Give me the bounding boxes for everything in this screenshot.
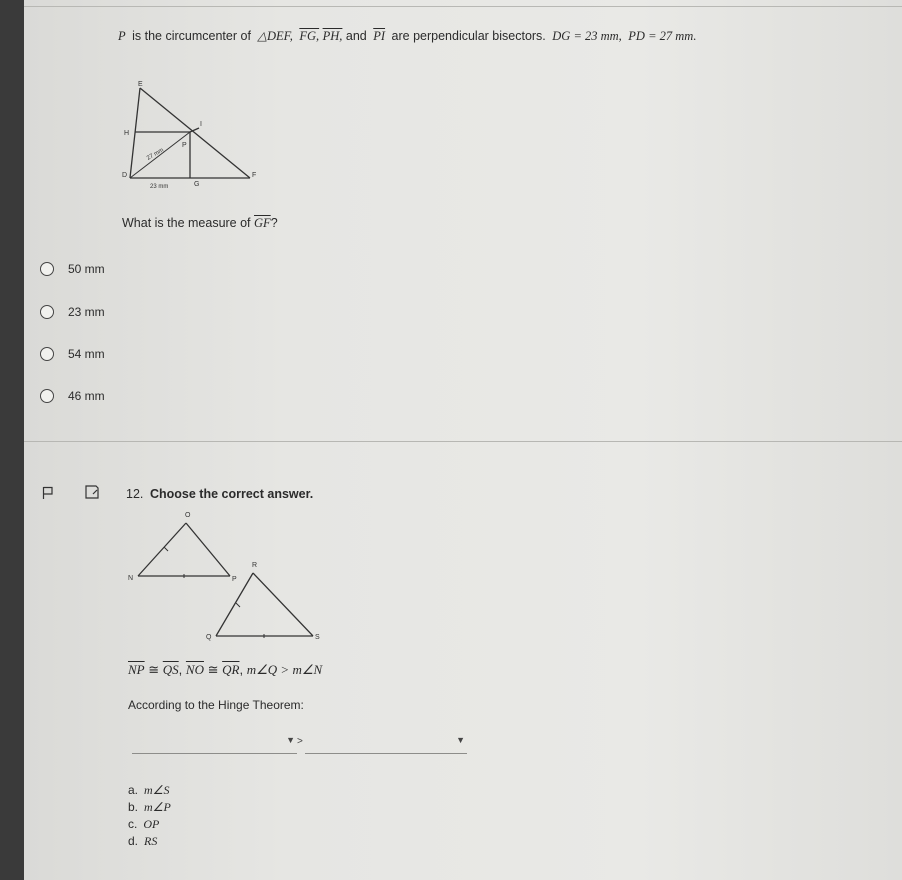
flag-icon[interactable] bbox=[42, 486, 54, 500]
radio-button[interactable] bbox=[40, 305, 54, 319]
hinge-theorem-prompt: According to the Hinge Theorem: bbox=[128, 698, 304, 712]
option-label: 23 mm bbox=[68, 305, 105, 319]
comma: , bbox=[178, 662, 183, 677]
q12-instruction: Choose the correct answer. bbox=[150, 487, 314, 501]
label-p: P bbox=[182, 142, 187, 149]
label-p2: P bbox=[232, 576, 237, 583]
option-label: 46 mm bbox=[68, 389, 105, 403]
given-dg: DG = 23 mm, bbox=[552, 29, 622, 43]
choice-label: b. bbox=[128, 800, 139, 814]
question-mark: ? bbox=[270, 216, 278, 230]
note-icon[interactable] bbox=[84, 484, 100, 500]
segment-np: $\overline{NP}$ bbox=[128, 662, 145, 677]
option-label: 54 mm bbox=[68, 347, 105, 361]
label-s: S bbox=[315, 634, 320, 641]
given-statement bbox=[128, 662, 322, 678]
triangle-def: △DEF, bbox=[257, 29, 293, 43]
choice-b bbox=[128, 800, 171, 815]
label-g: G bbox=[194, 181, 200, 188]
comma: , bbox=[239, 662, 244, 677]
choice-text: RS bbox=[144, 834, 158, 848]
choice-label: a. bbox=[128, 783, 139, 797]
point-p: P bbox=[118, 29, 126, 43]
choice-label: c. bbox=[128, 817, 138, 831]
q11-question bbox=[122, 216, 278, 231]
label-dg-length: 23 mm bbox=[150, 184, 169, 190]
label-pd-length: 27 mm bbox=[146, 147, 165, 162]
option-54mm[interactable] bbox=[40, 344, 105, 364]
choice-label: d. bbox=[128, 834, 139, 848]
given-pd: PD = 27 mm. bbox=[628, 29, 697, 43]
choice-text: m∠S bbox=[144, 783, 170, 797]
q12-number: 12. bbox=[126, 487, 144, 501]
answer-dropdown-2[interactable] bbox=[305, 733, 467, 754]
choice-text: m∠P bbox=[144, 800, 171, 814]
option-label: 50 mm bbox=[68, 262, 105, 276]
screen-edge bbox=[0, 0, 24, 880]
label-r: R bbox=[252, 562, 258, 569]
label-n: N bbox=[128, 575, 134, 582]
angle-inequality: m∠Q > m∠N bbox=[246, 662, 323, 677]
label-i: I bbox=[200, 121, 202, 128]
chevron-down-icon[interactable]: ▼ bbox=[286, 735, 295, 745]
radio-button[interactable] bbox=[40, 347, 54, 361]
segment-qs: $\overline{QS}$ bbox=[162, 662, 179, 677]
question-text: What is the measure of bbox=[122, 216, 251, 230]
option-50mm[interactable] bbox=[40, 259, 105, 279]
question-divider bbox=[24, 441, 902, 442]
congruent-symbol: ≅ bbox=[207, 662, 219, 677]
option-46mm[interactable] bbox=[40, 386, 105, 406]
top-rule bbox=[24, 6, 902, 7]
segment-pi: $\overline{PI}$ bbox=[373, 29, 386, 43]
label-q: Q bbox=[206, 634, 212, 641]
choice-d bbox=[128, 834, 157, 849]
segment-fg: FG, bbox=[299, 29, 320, 43]
segment-qr: $\overline{QR}$ bbox=[222, 662, 240, 677]
option-23mm[interactable] bbox=[40, 302, 105, 322]
q11-prompt bbox=[118, 28, 696, 44]
choice-c bbox=[128, 817, 159, 832]
label-h: H bbox=[124, 130, 130, 137]
radio-button[interactable] bbox=[40, 389, 54, 403]
choice-a bbox=[128, 783, 169, 798]
answer-dropdown-1[interactable] bbox=[132, 733, 297, 754]
radio-button[interactable] bbox=[40, 262, 54, 276]
label-f: F bbox=[252, 172, 257, 179]
choice-text: OP bbox=[143, 817, 160, 831]
label-o: O bbox=[185, 512, 191, 519]
prompt-text-2: are perpendicular bisectors. bbox=[391, 29, 546, 43]
prompt-and: and bbox=[345, 29, 367, 43]
label-d: D bbox=[122, 172, 128, 179]
segment-no: $\overline{NO}$ bbox=[185, 662, 204, 677]
hinge-triangles-figure bbox=[118, 505, 338, 645]
label-e: E bbox=[138, 81, 143, 88]
segment-ph: PH, bbox=[322, 29, 343, 43]
chevron-down-icon[interactable]: ▼ bbox=[456, 735, 465, 745]
prompt-text-1: is the circumcenter of bbox=[132, 29, 251, 43]
congruent-symbol: ≅ bbox=[148, 662, 160, 677]
greater-than-symbol: > bbox=[297, 736, 303, 747]
triangle-def-figure bbox=[110, 80, 270, 195]
segment-gf: $\overline{GF}$ bbox=[254, 216, 271, 230]
